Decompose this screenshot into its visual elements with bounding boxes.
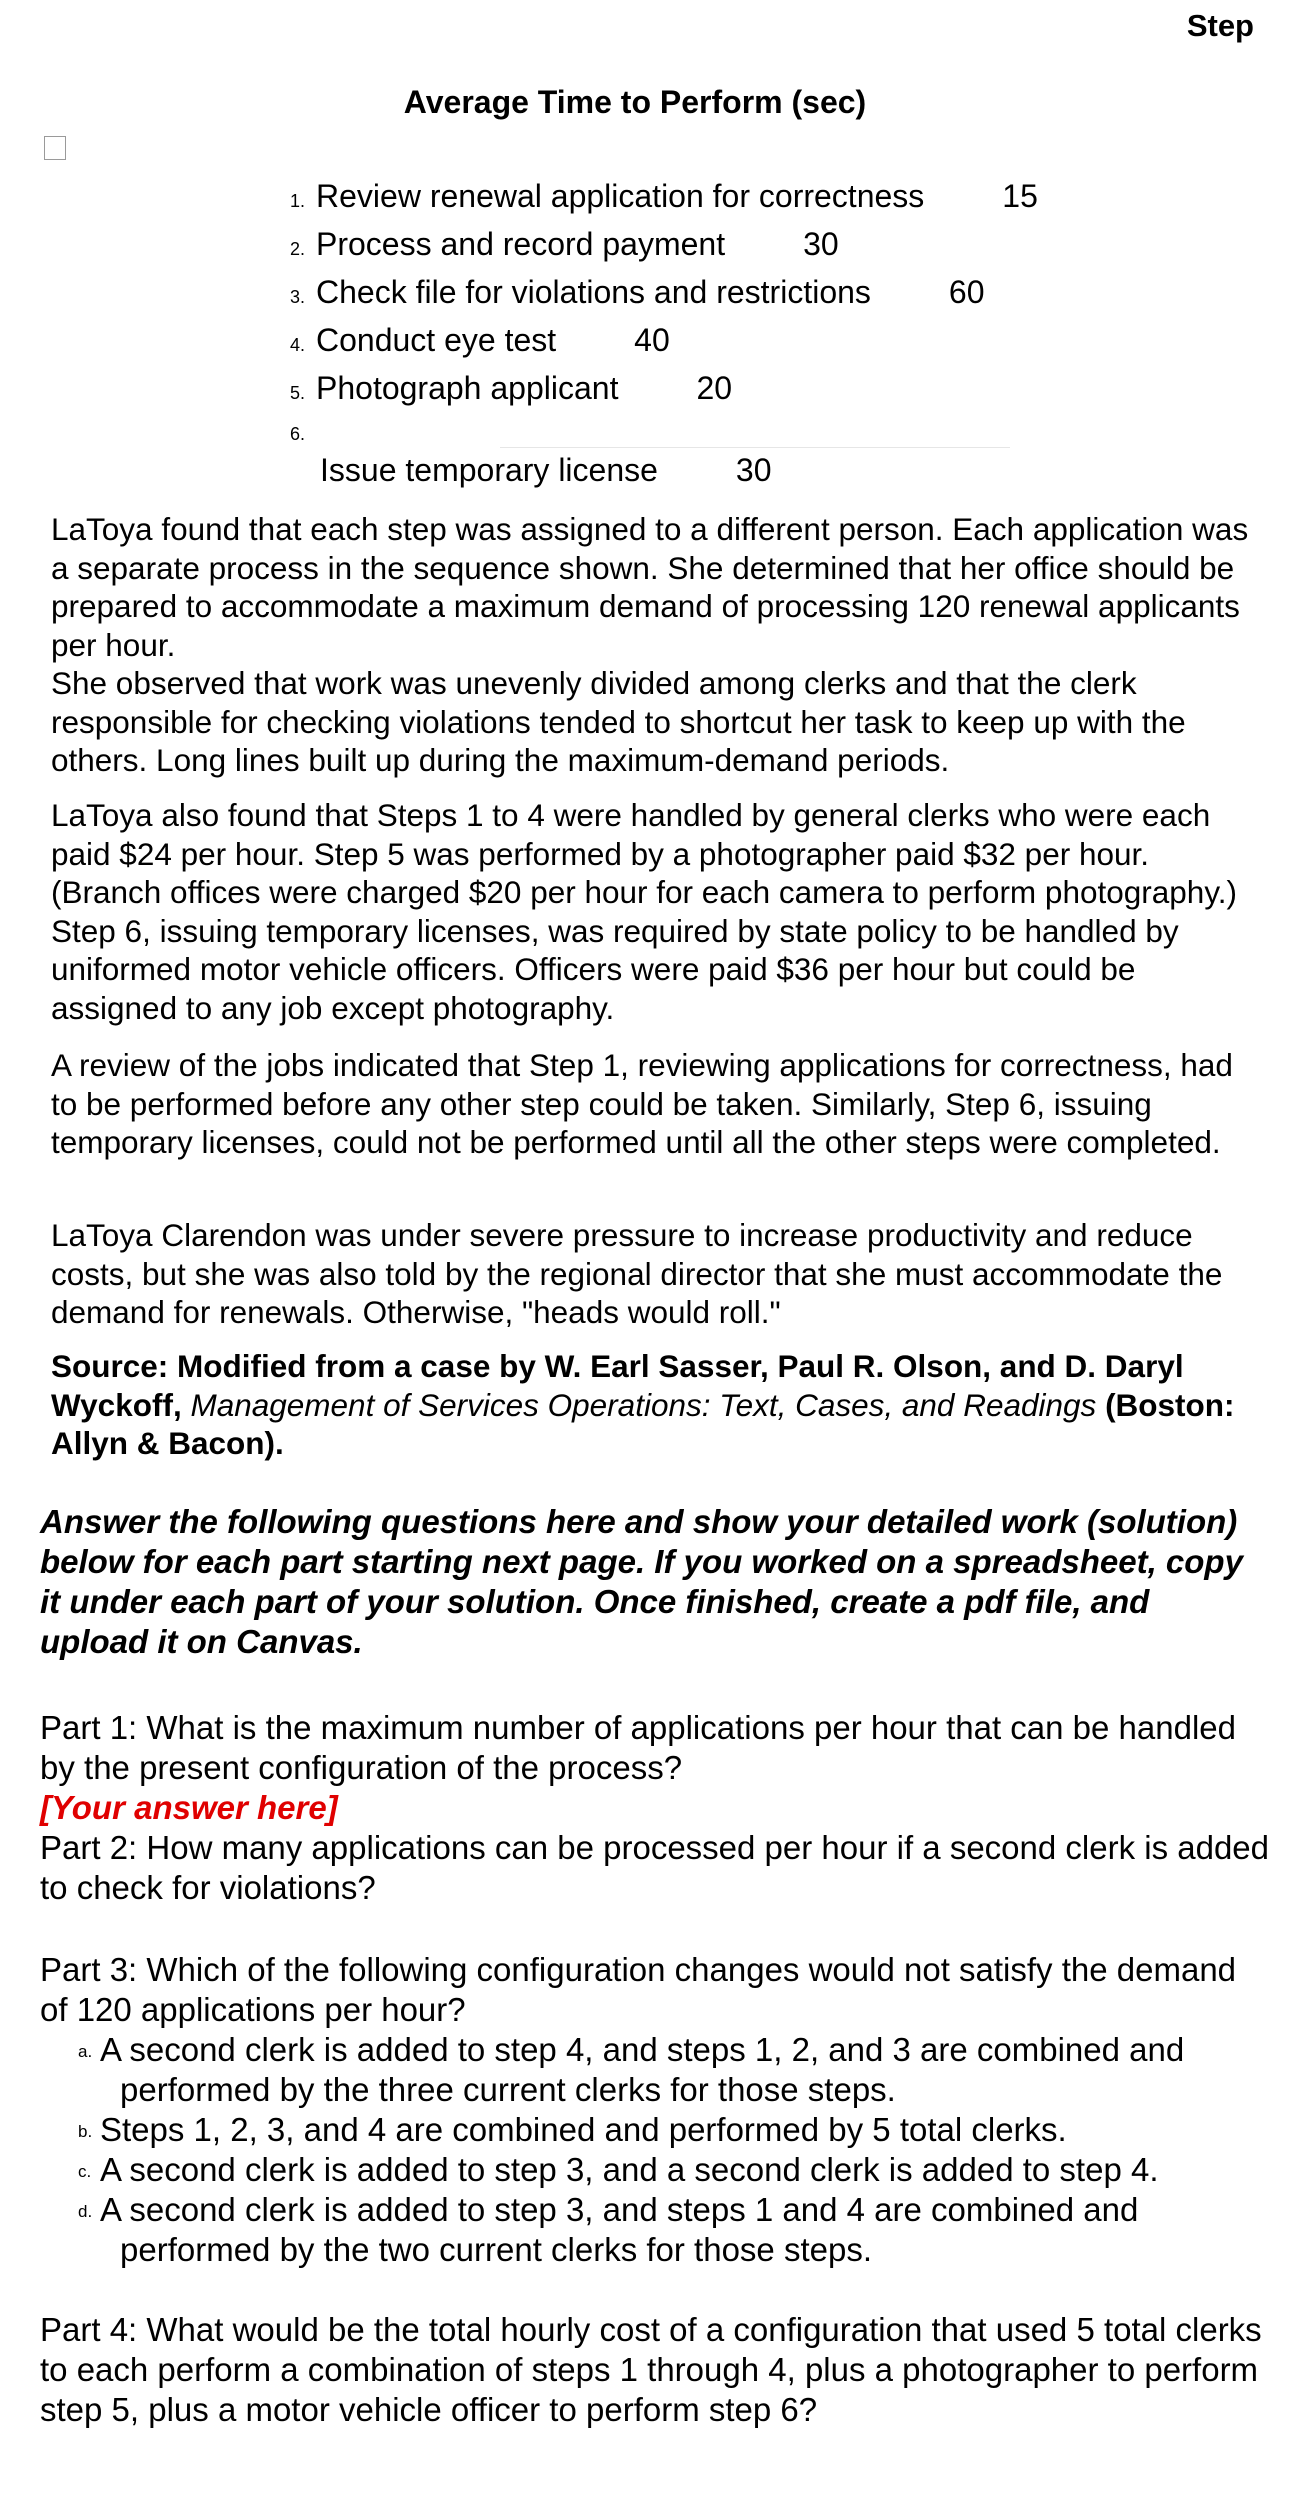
time-column-header: Average Time to Perform (sec) bbox=[403, 84, 867, 120]
step-row-5 bbox=[290, 368, 732, 413]
case-paragraph-4 bbox=[51, 1216, 1251, 1332]
source-prefix: Source: Modified from a case by W. Earl Sasser, Paul R. Olson, and D. Daryl Wyckoff, bbox=[51, 1348, 1184, 1423]
option-letter: a. bbox=[78, 2042, 93, 2061]
step-column-header: Step bbox=[1186, 8, 1254, 43]
paragraph-text: A review of the jobs indicated that Step 1, reviewing applications for correctness, had to be performed before any other step could be taken. Similarly, Step 6, issuing temporary licenses, could not be performed until all the other steps were completed. bbox=[51, 1047, 1233, 1160]
step-row-4 bbox=[290, 320, 670, 365]
step-time: 40 bbox=[634, 322, 670, 358]
question-part-3: Part 3: Which of the following configuration changes would not satisfy the demand of 120 applications per hour? bbox=[40, 1951, 1237, 2028]
step-time: 60 bbox=[948, 274, 985, 310]
step-time: 30 bbox=[735, 452, 772, 488]
divider-line bbox=[500, 447, 1010, 448]
step-task: Photograph applicant bbox=[316, 370, 619, 406]
option-a bbox=[40, 2030, 1270, 2110]
question-part-1: Part 1: What is the maximum number of applications per hour that can be handled by the present configuration of the process? bbox=[40, 1709, 1236, 1786]
instructions: Answer the following questions here and show your detailed work (solution) below for each part starting next page. If you worked on a spreadsheet, copy it under each part of your solution. Once finished, create a pdf file, and upload it on Canvas. bbox=[40, 1503, 1243, 1660]
source-citation bbox=[51, 1347, 1251, 1463]
step-number: 3. bbox=[290, 287, 306, 307]
case-paragraph-2 bbox=[51, 796, 1251, 1027]
paragraph-text: LaToya found that each step was assigned to a different person. Each application was a separate process in the sequence shown. She determined that her office should be prepared to accommodate a maximum demand of processing 120 renewal applicants per hour. bbox=[51, 511, 1249, 663]
step-number: 1. bbox=[290, 191, 306, 211]
option-letter: d. bbox=[78, 2202, 93, 2221]
step-row-1 bbox=[290, 176, 1038, 221]
paragraph-text: She observed that work was unevenly divided among clerks and that the clerk responsible for checking violations tended to shortcut her task to keep up with the others. Long lines built up during the maximum-demand periods. bbox=[51, 665, 1186, 778]
option-d bbox=[40, 2190, 1270, 2270]
step-number: 4. bbox=[290, 335, 306, 355]
step-time: 15 bbox=[1002, 178, 1038, 214]
source-suffix: (Boston: Allyn & Bacon). bbox=[51, 1386, 1235, 1461]
step-row-2 bbox=[290, 224, 839, 269]
option-b bbox=[40, 2110, 1270, 2150]
option-text-continued: performed by the two current clerks for those steps. bbox=[120, 2231, 872, 2268]
step-number: 5. bbox=[290, 383, 306, 403]
option-text: Steps 1, 2, 3, and 4 are combined and performed by 5 total clerks. bbox=[100, 2111, 1067, 2148]
case-paragraph-3 bbox=[51, 1046, 1251, 1162]
step-task: Issue temporary license bbox=[320, 452, 658, 488]
option-letter: b. bbox=[78, 2122, 93, 2141]
option-letter: c. bbox=[78, 2162, 92, 2181]
step-task: Process and record payment bbox=[316, 226, 726, 262]
option-text: A second clerk is added to step 3, and a second clerk is added to step 4. bbox=[100, 2151, 1159, 2188]
paragraph-text: LaToya also found that Steps 1 to 4 were handled by general clerks who were each paid $24 per hour. Step 5 was performed by a photographer paid $32 per hour. (Branch offices were charged $20 per hour for each camera to perform photography.) Step 6, issuing temporary licenses, was required by state policy to be handled by uniformed motor vehicle officers. Officers were paid $36 per hour but could be assigned to any job except photography. bbox=[51, 797, 1237, 1026]
step-row-6 bbox=[320, 450, 772, 490]
option-text: A second clerk is added to step 3, and steps 1 and 4 are combined and bbox=[100, 2191, 1139, 2228]
paragraph-text: LaToya Clarendon was under severe pressure to increase productivity and reduce costs, but she was also told by the regional director that she must accommodate the demand for renewals. Otherwise, "heads would roll." bbox=[51, 1217, 1223, 1330]
step-task: Check file for violations and restrictions bbox=[316, 274, 871, 310]
step-number-6: 6. bbox=[290, 424, 306, 444]
case-paragraph-1 bbox=[51, 510, 1251, 780]
option-c bbox=[40, 2150, 1270, 2190]
step-task: Conduct eye test bbox=[316, 322, 557, 358]
option-text-continued: performed by the three current clerks for those steps. bbox=[120, 2071, 896, 2108]
source-book-title: Management of Services Operations: Text, Cases, and Readings bbox=[190, 1386, 1097, 1423]
step-task: Review renewal application for correctness bbox=[316, 178, 925, 214]
step-time: 20 bbox=[696, 370, 733, 406]
empty-checkbox[interactable] bbox=[44, 136, 66, 160]
part-3-options bbox=[40, 2030, 1270, 2270]
step-row-3 bbox=[290, 272, 985, 317]
step-number: 2. bbox=[290, 239, 306, 259]
option-text: A second clerk is added to step 4, and steps 1, 2, and 3 are combined and bbox=[100, 2031, 1185, 2068]
question-part-2: Part 2: How many applications can be processed per hour if a second clerk is added to check for violations? bbox=[40, 1829, 1270, 1906]
question-part-4: Part 4: What would be the total hourly cost of a configuration that used 5 total clerks to each perform a combination of steps 1 through 4, plus a photographer to perform step 5, plus a motor vehicle officer to perform step 6? bbox=[40, 2311, 1262, 2428]
answer-placeholder[interactable]: [Your answer here] bbox=[40, 1789, 338, 1826]
step-time: 30 bbox=[803, 226, 839, 262]
